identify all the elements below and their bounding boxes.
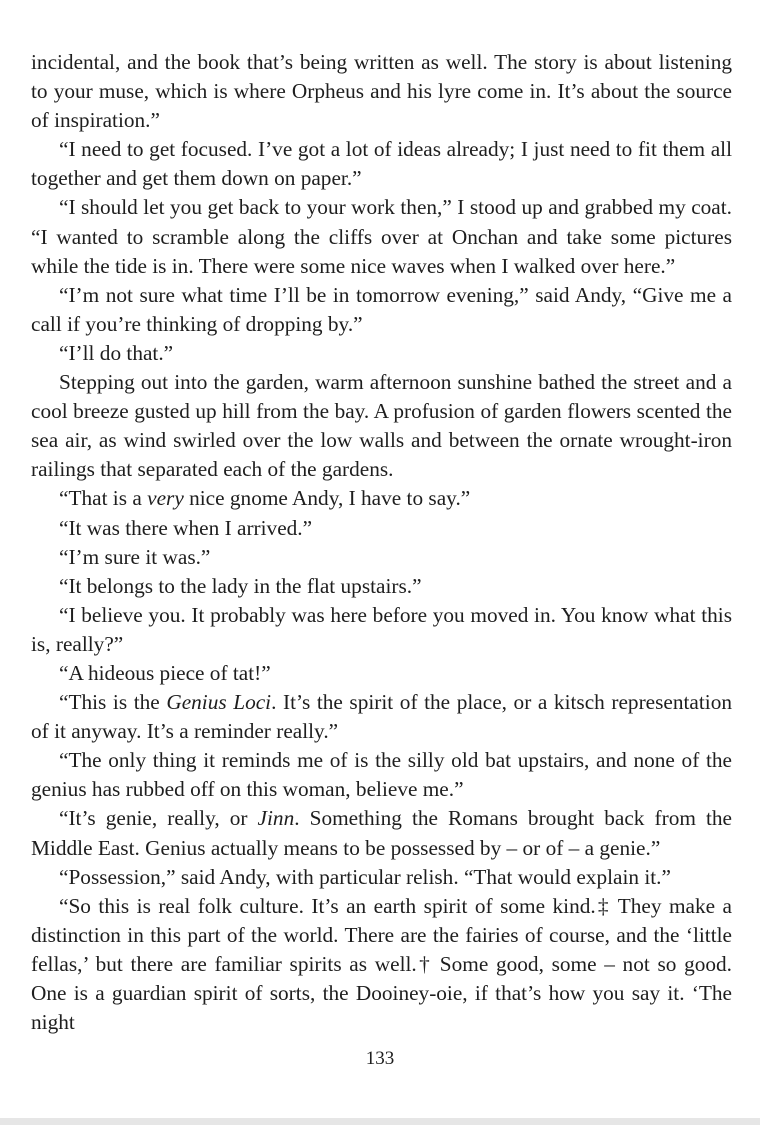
paragraph-7: “That is a very nice gnome Andy, I have to say.” bbox=[59, 486, 471, 511]
paragraph-8: “It was there when I arrived.” bbox=[59, 515, 313, 540]
paragraph-6: Stepping out into the garden, warm afternoon sunshine bathed the street and a cool breeze gusted up hill from the bay. A profusion of garden flowers scented the sea air, as wind swirled over the low walls and between the ornate wrought-iron railings that separated each of the gardens. bbox=[31, 370, 732, 482]
paragraph-9: “I’m sure it was.” bbox=[59, 544, 211, 569]
paragraph-11: “I believe you. It probably was here before you moved in. You know what this is, really?” bbox=[31, 602, 732, 656]
paragraph-1: incidental, and the book that’s being written as well. The story is about listening to your muse, which is where Orpheus and his lyre come in. It’s about the source of inspiration.” bbox=[31, 50, 732, 133]
paragraph-12: “A hideous piece of tat!” bbox=[59, 660, 271, 685]
paragraph-15: “It’s genie, really, or Jinn. Something the Romans brought back from the Middle East. Genius actually means to be possessed by – or of – a genie.” bbox=[31, 806, 732, 860]
paragraph-5: “I’ll do that.” bbox=[59, 340, 174, 365]
italic-emphasis: Jinn bbox=[257, 806, 295, 831]
body-text bbox=[31, 48, 732, 1037]
paragraph-3: “I should let you get back to your work then,” I stood up and grabbed my coat. “I wanted to scramble along the cliffs over at Onchan and take some pictures while the tide is in. There were some nice waves when I walked over here.” bbox=[31, 195, 732, 278]
paragraph-10: “It belongs to the lady in the flat upstairs.” bbox=[59, 573, 422, 598]
italic-emphasis: Genius Loci bbox=[166, 690, 272, 715]
paragraph-2: “I need to get focused. I’ve got a lot of ideas already; I just need to fit them all together and get them down on paper.” bbox=[31, 137, 732, 191]
paragraph-4: “I’m not sure what time I’ll be in tomorrow evening,” said Andy, “Give me a call if you’re thinking of dropping by.” bbox=[31, 282, 732, 336]
italic-emphasis: very bbox=[147, 486, 184, 511]
paragraph-16: “Possession,” said Andy, with particular relish. “That would explain it.” bbox=[59, 864, 671, 889]
bottom-edge-bar bbox=[0, 1118, 760, 1125]
page-number: 133 bbox=[365, 1048, 395, 1069]
paragraph-17: “So this is real folk culture. It’s an earth spirit of some kind.‡ They make a distinction in this part of the world. There are the fairies of course, and the ‘little fellas,’ but there are familiar spirits as well.† Some good, some – not so good. One is a guardian spirit of sorts, the Dooiney-oie, if that’s how you say it. ‘The night bbox=[31, 893, 732, 1035]
paragraph-13: “This is the Genius Loci. It’s the spirit of the place, or a kitsch representation of it anyway. It’s a reminder really.” bbox=[31, 690, 733, 744]
paragraph-14: “The only thing it reminds me of is the silly old bat upstairs, and none of the genius has rubbed off on this woman, believe me.” bbox=[31, 748, 732, 802]
